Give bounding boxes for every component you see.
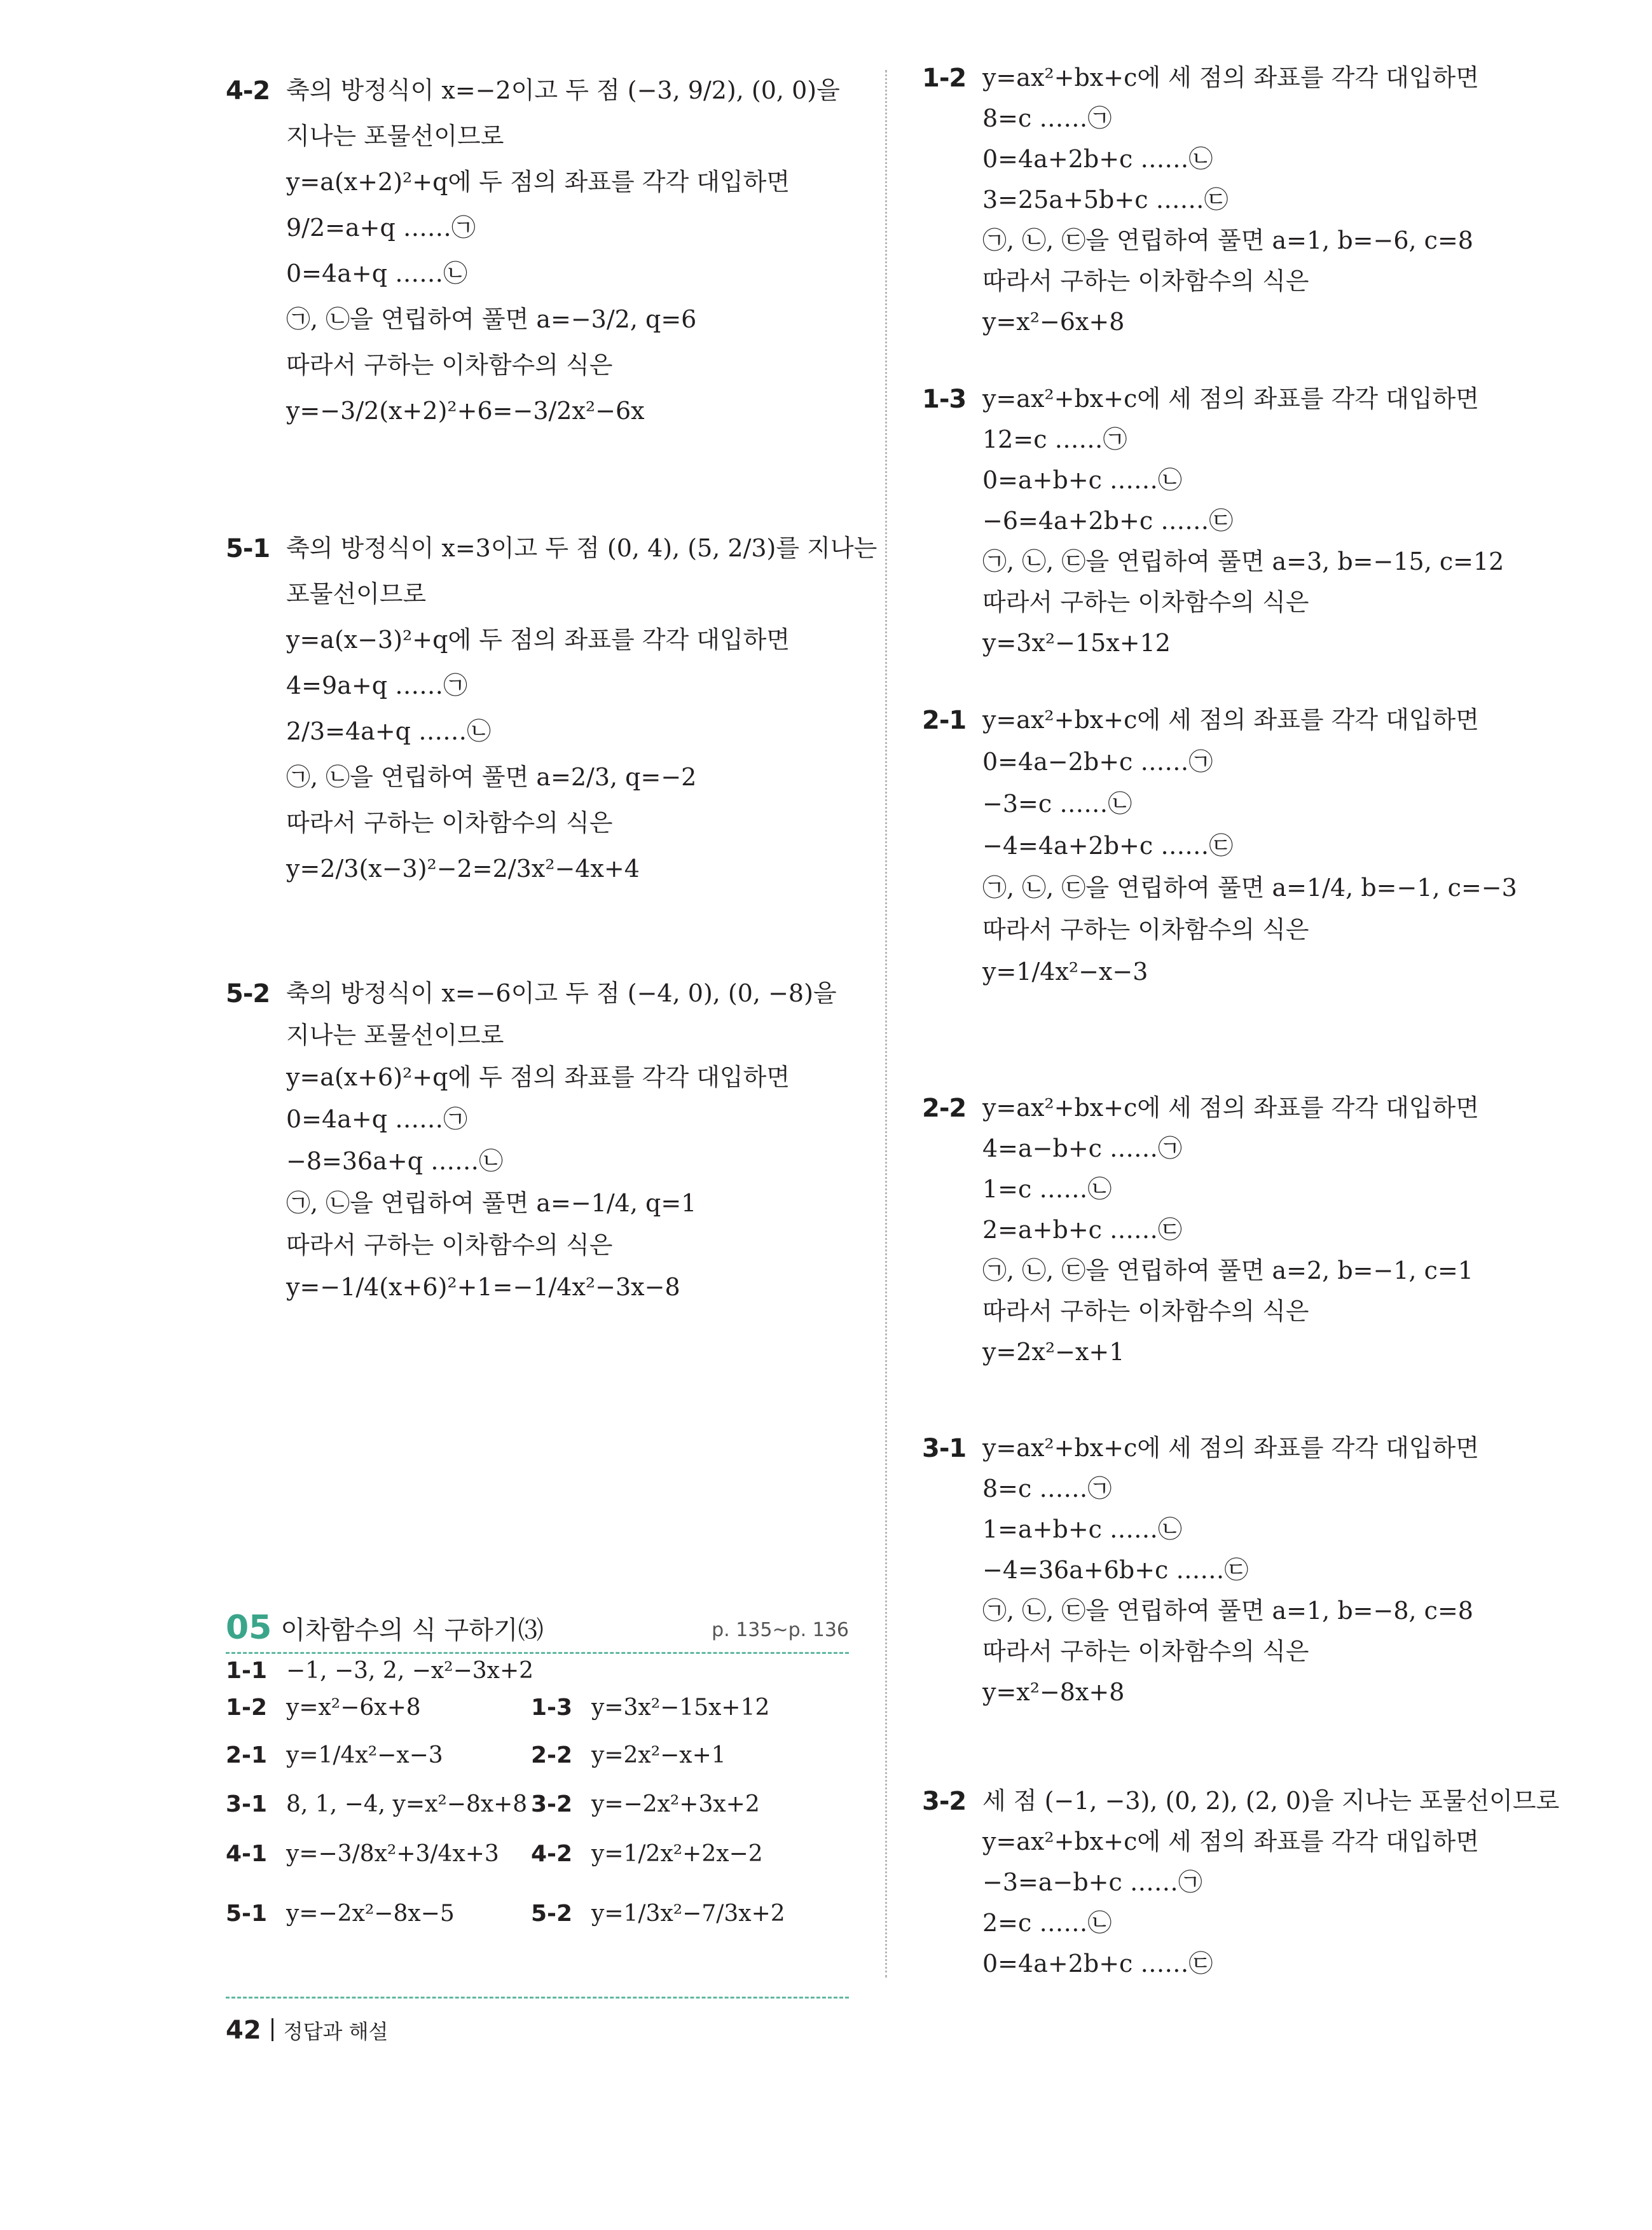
solution-line: −4=36a+6b+c ……㉢ — [982, 1556, 1249, 1584]
answer-value: y=x²−6x+8 — [286, 1695, 421, 1721]
solution-line: y=−1/4(x+6)²+1=−1/4x²−3x−8 — [286, 1273, 680, 1301]
answer-4-1 — [226, 1836, 499, 1872]
solution-line: −8=36a+q ……㉡ — [286, 1147, 504, 1175]
solution-line: ㉠, ㉡을 연립하여 풀면 a=−3/2, q=6 — [286, 305, 697, 333]
solution-line: 8=c ……㉠ — [982, 1475, 1112, 1503]
solution-line: 세 점 (−1, −3), (0, 2), (2, 0)을 지나는 포물선이므로 — [982, 1787, 1560, 1815]
solution-line: 따라서 구하는 이차함수의 식은 — [982, 588, 1309, 616]
footer-title: 정답과 해설 — [283, 2020, 389, 2044]
solution-line: 0=4a+q ……㉡ — [286, 259, 468, 287]
solution-line: 4=9a+q ……㉠ — [286, 671, 468, 699]
answer-value: −1, −3, 2, −x²−3x+2 — [286, 1658, 534, 1684]
solution-line: y=a(x+6)²+q에 두 점의 좌표를 각각 대입하면 — [286, 1063, 790, 1091]
section-title: 이차함수의 식 구하기⑶ — [280, 1616, 544, 1645]
solution-line: 따라서 구하는 이차함수의 식은 — [982, 1637, 1309, 1665]
solution-line: 지나는 포물선이므로 — [286, 122, 504, 150]
answer-4-2 — [531, 1836, 763, 1872]
answer-1-2 — [226, 1690, 421, 1726]
problem-label: 2-2 — [922, 1094, 967, 1123]
solution-line: 지나는 포물선이므로 — [286, 1021, 504, 1049]
solution-line: 따라서 구하는 이차함수의 식은 — [982, 916, 1309, 944]
solution-line: y=ax²+bx+c에 세 점의 좌표를 각각 대입하면 — [982, 1094, 1479, 1122]
problem-label: 5-1 — [226, 534, 270, 563]
solution-line: y=3x²−15x+12 — [982, 629, 1171, 657]
solution-line: 12=c ……㉠ — [982, 425, 1127, 453]
solution-line: 축의 방정식이 x=3이고 두 점 (0, 4), (5, 2/3)를 지나는 — [286, 534, 878, 562]
answer-5-2 — [531, 1896, 785, 1932]
answer-value: y=1/3x²−7/3x+2 — [591, 1901, 785, 1927]
solution-line: ㉠, ㉡, ㉢을 연립하여 풀면 a=1, b=−8, c=8 — [982, 1597, 1473, 1625]
solution-line: y=ax²+bx+c에 세 점의 좌표를 각각 대입하면 — [982, 1434, 1479, 1462]
solution-line: 2=a+b+c ……㉢ — [982, 1216, 1183, 1244]
solution-line: 포물선이므로 — [286, 580, 427, 608]
section-divider-bottom — [226, 1997, 849, 1999]
problem-label: 1-3 — [922, 385, 967, 414]
solution-line: 2/3=4a+q ……㉡ — [286, 717, 492, 745]
solution-line: y=ax²+bx+c에 세 점의 좌표를 각각 대입하면 — [982, 706, 1479, 734]
answer-label: 3-2 — [531, 1791, 573, 1817]
solution-line: y=1/4x²−x−3 — [982, 958, 1148, 986]
answer-2-1 — [226, 1738, 443, 1773]
solution-line: ㉠, ㉡, ㉢을 연립하여 풀면 a=1/4, b=−1, c=−3 — [982, 874, 1517, 902]
solution-line: 0=a+b+c ……㉡ — [982, 466, 1183, 494]
solution-line: −3=c ……㉡ — [982, 790, 1132, 818]
solution-line: −4=4a+2b+c ……㉢ — [982, 832, 1234, 860]
section-pages: p. 135~p. 136 — [712, 1619, 849, 1641]
solution-line: 따라서 구하는 이차함수의 식은 — [982, 1297, 1309, 1325]
solution-line: y=a(x+2)²+q에 두 점의 좌표를 각각 대입하면 — [286, 168, 790, 196]
problem-label: 5-2 — [226, 979, 270, 1008]
answer-3-1 — [226, 1787, 527, 1822]
solution-line: ㉠, ㉡, ㉢을 연립하여 풀면 a=2, b=−1, c=1 — [982, 1256, 1473, 1284]
solution-line: 8=c ……㉠ — [982, 104, 1112, 132]
solution-line: y=ax²+bx+c에 세 점의 좌표를 각각 대입하면 — [982, 64, 1479, 92]
answer-label: 3-1 — [226, 1791, 268, 1817]
answer-value: 8, 1, −4, y=x²−8x+8 — [286, 1791, 528, 1817]
solution-line: 9/2=a+q ……㉠ — [286, 214, 476, 242]
page-footer — [226, 2016, 388, 2045]
solution-line: 따라서 구하는 이차함수의 식은 — [286, 351, 613, 379]
answer-label: 2-2 — [531, 1742, 573, 1768]
solution-line: ㉠, ㉡을 연립하여 풀면 a=−1/4, q=1 — [286, 1189, 697, 1217]
column-divider — [885, 70, 887, 1978]
problem-label: 1-2 — [922, 64, 967, 93]
answer-value: y=−2x²−8x−5 — [286, 1901, 455, 1927]
answer-5-1 — [226, 1896, 455, 1932]
answer-value: y=−2x²+3x+2 — [591, 1791, 760, 1817]
solution-line: 0=4a+2b+c ……㉡ — [982, 145, 1213, 173]
answer-value: y=1/2x²+2x−2 — [591, 1841, 763, 1867]
answer-label: 5-2 — [531, 1901, 573, 1927]
solution-line: 0=4a−2b+c ……㉠ — [982, 748, 1213, 776]
footer-separator — [272, 2018, 273, 2041]
answer-1-1 — [226, 1653, 533, 1689]
solution-line: ㉠, ㉡, ㉢을 연립하여 풀면 a=1, b=−6, c=8 — [982, 226, 1473, 254]
solution-line: 2=c ……㉡ — [982, 1909, 1112, 1937]
solution-line: ㉠, ㉡, ㉢을 연립하여 풀면 a=3, b=−15, c=12 — [982, 547, 1504, 575]
answer-2-2 — [531, 1738, 726, 1773]
answer-label: 4-1 — [226, 1841, 268, 1867]
problem-label: 4-2 — [226, 76, 270, 106]
solution-line: −3=a−b+c ……㉠ — [982, 1868, 1202, 1896]
answer-value: y=2x²−x+1 — [591, 1742, 726, 1768]
solution-line: y=x²−8x+8 — [982, 1678, 1125, 1706]
solution-line: 축의 방정식이 x=−6이고 두 점 (−4, 0), (0, −8)을 — [286, 979, 837, 1007]
solution-line: 축의 방정식이 x=−2이고 두 점 (−3, 9/2), (0, 0)을 — [286, 76, 840, 104]
solution-line: 따라서 구하는 이차함수의 식은 — [286, 809, 613, 837]
solution-line: 1=c ……㉡ — [982, 1175, 1112, 1203]
answer-1-3 — [531, 1690, 769, 1726]
solution-line: y=2/3(x−3)²−2=2/3x²−4x+4 — [286, 855, 640, 883]
solution-line: y=−3/2(x+2)²+6=−3/2x²−6x — [286, 397, 645, 425]
solution-line: y=ax²+bx+c에 세 점의 좌표를 각각 대입하면 — [982, 385, 1479, 413]
section-header — [226, 1609, 849, 1647]
answer-value: y=3x²−15x+12 — [591, 1695, 770, 1721]
problem-label: 3-2 — [922, 1787, 967, 1816]
answer-label: 2-1 — [226, 1742, 268, 1768]
solution-line: 0=4a+2b+c ……㉢ — [982, 1950, 1213, 1978]
solution-line: y=2x²−x+1 — [982, 1338, 1125, 1366]
problem-label: 2-1 — [922, 706, 967, 735]
answer-label: 1-2 — [226, 1695, 268, 1721]
solution-line: −6=4a+2b+c ……㉢ — [982, 507, 1234, 535]
solution-line: y=x²−6x+8 — [982, 308, 1125, 336]
solution-line: 따라서 구하는 이차함수의 식은 — [982, 267, 1309, 295]
answer-label: 1-3 — [531, 1695, 573, 1721]
solution-line: 4=a−b+c ……㉠ — [982, 1134, 1183, 1162]
problem-label: 3-1 — [922, 1434, 967, 1463]
solution-line: 3=25a+5b+c ……㉢ — [982, 186, 1229, 214]
answer-label: 1-1 — [226, 1658, 268, 1684]
solution-line: 0=4a+q ……㉠ — [286, 1105, 468, 1133]
solution-line: ㉠, ㉡을 연립하여 풀면 a=2/3, q=−2 — [286, 763, 697, 791]
section-number: 05 — [226, 1609, 272, 1647]
answer-value: y=−3/8x²+3/4x+3 — [286, 1841, 499, 1867]
answer-label: 5-1 — [226, 1901, 268, 1927]
page-number: 42 — [226, 2016, 261, 2045]
answer-value: y=1/4x²−x−3 — [286, 1742, 443, 1768]
answer-3-2 — [531, 1787, 760, 1822]
solution-line: 1=a+b+c ……㉡ — [982, 1515, 1183, 1543]
solution-line: 따라서 구하는 이차함수의 식은 — [286, 1231, 613, 1259]
solution-line: y=ax²+bx+c에 세 점의 좌표를 각각 대입하면 — [982, 1827, 1479, 1855]
solution-line: y=a(x−3)²+q에 두 점의 좌표를 각각 대입하면 — [286, 626, 790, 654]
answer-label: 4-2 — [531, 1841, 573, 1867]
